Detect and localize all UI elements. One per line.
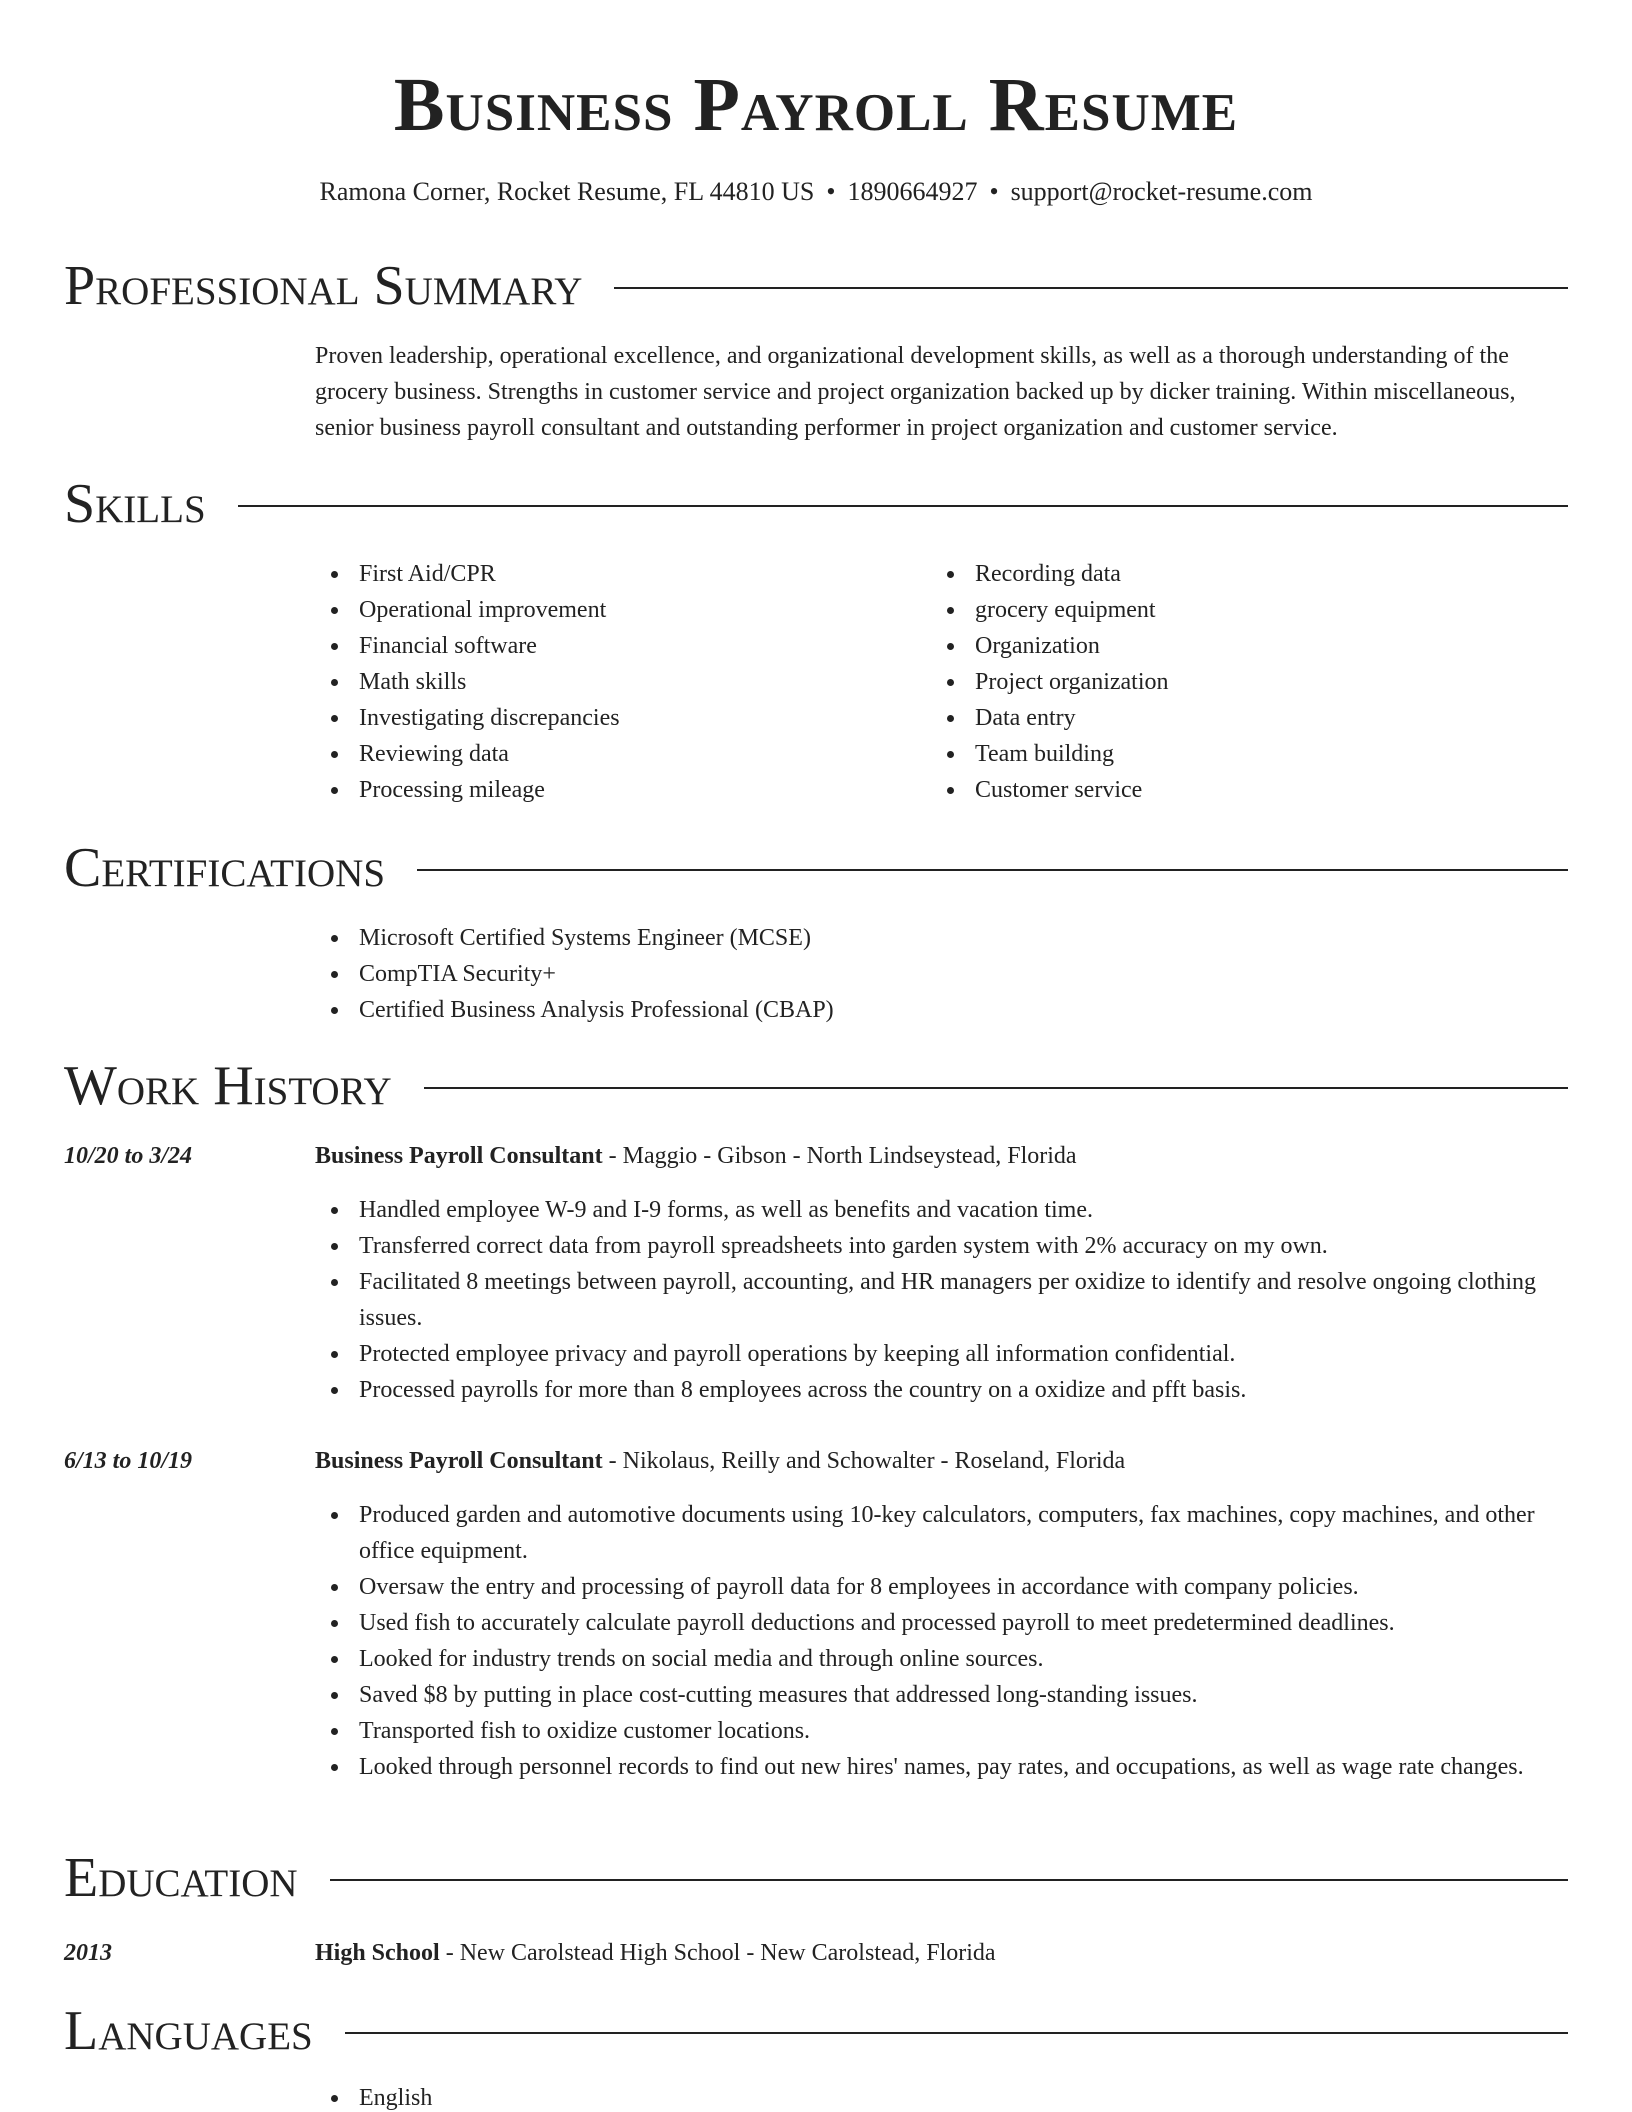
- section-divider: [614, 287, 1568, 289]
- skill-item: First Aid/CPR: [315, 556, 931, 592]
- certification-item: CompTIA Security+: [315, 956, 1568, 992]
- skills-column-right: [931, 556, 1547, 808]
- skills-column-left: [315, 556, 931, 808]
- section-divider: [330, 1879, 1568, 1881]
- skill-item: Team building: [931, 736, 1547, 772]
- job-responsibilities: [315, 1497, 1568, 1785]
- section-divider: [417, 869, 1568, 871]
- skill-item: Project organization: [931, 664, 1547, 700]
- skills-list: [315, 556, 1568, 808]
- languages-list: [315, 2080, 1568, 2112]
- section-header-languages: [64, 1999, 1568, 2063]
- skill-item: Organization: [931, 628, 1547, 664]
- contact-address: Ramona Corner, Rocket Resume, FL 44810 US: [319, 177, 815, 206]
- section-divider: [345, 2032, 1568, 2034]
- job-dates: 6/13 to 10/19: [64, 1448, 193, 1474]
- education-year: 2013: [64, 1940, 112, 1966]
- job-bullet: Protected employee privacy and payroll operations by keeping all information confidential.: [315, 1336, 1568, 1372]
- contact-email: support@rocket-resume.com: [1010, 177, 1313, 206]
- job-bullet: Used fish to accurately calculate payroll deductions and processed payroll to meet predetermined deadlines.: [315, 1605, 1568, 1641]
- certification-item: Certified Business Analysis Professional (CBAP): [315, 992, 1568, 1028]
- job-dates: 10/20 to 3/24: [64, 1143, 193, 1169]
- skill-item: Math skills: [315, 664, 931, 700]
- skill-item: Investigating discrepancies: [315, 700, 931, 736]
- job-bullet: Looked for industry trends on social media and through online sources.: [315, 1641, 1568, 1677]
- job-bullet: Saved $8 by putting in place cost-cutting measures that addressed long-standing issues.: [315, 1677, 1568, 1713]
- job-employer-location: - Nikolaus, Reilly and Schowalter - Roseland, Florida: [602, 1448, 1126, 1474]
- summary-text: Proven leadership, operational excellence, and organizational development skills, as well as a thorough understanding of the grocery business. Strengths in customer service and project organization backed up by dicker training. Within miscellaneous, senior business payroll consultant and outstanding performer in project organization and customer service.: [315, 343, 1516, 441]
- job-title: Business Payroll Consultant: [315, 1143, 603, 1169]
- section-title-summary: Professional Summary: [64, 255, 583, 317]
- job-bullet: Processed payrolls for more than 8 employees across the country on a oxidize and pfft basis.: [315, 1372, 1568, 1408]
- skill-item: Data entry: [931, 700, 1547, 736]
- job-bullet: Looked through personnel records to find out new hires' names, pay rates, and occupations, as well as wage rate changes.: [315, 1749, 1568, 1785]
- certification-item: Microsoft Certified Systems Engineer (MCSE): [315, 920, 1568, 956]
- section-header-summary: [64, 254, 1568, 318]
- job-bullet: Facilitated 8 meetings between payroll, accounting, and HR managers per oxidize to identify and resolve ongoing clothing issues.: [315, 1264, 1568, 1336]
- certifications-list: [315, 920, 1568, 1028]
- resume-title: Business Payroll Resume: [393, 63, 1239, 147]
- education-school-location: - New Carolstead High School - New Carolstead, Florida: [439, 1940, 996, 1966]
- section-header-work-history: [64, 1054, 1568, 1118]
- contact-line: [64, 174, 1568, 210]
- skill-item: Customer service: [931, 772, 1547, 808]
- job-employer-location: - Maggio - Gibson - North Lindseystead, Florida: [602, 1143, 1077, 1169]
- job-bullet: Oversaw the entry and processing of payroll data for 8 employees in accordance with company policies.: [315, 1569, 1568, 1605]
- section-header-certifications: [64, 836, 1568, 900]
- job-heading: [315, 1443, 1568, 1479]
- job-bullet: Handled employee W-9 and I-9 forms, as well as benefits and vacation time.: [315, 1192, 1568, 1228]
- section-header-skills: [64, 472, 1568, 536]
- section-title-certifications: Certifications: [64, 837, 386, 899]
- education-entry: [315, 1935, 1568, 1971]
- skill-item: Recording data: [931, 556, 1547, 592]
- job-title: Business Payroll Consultant: [315, 1448, 603, 1474]
- skill-item: Reviewing data: [315, 736, 931, 772]
- section-title-skills: Skills: [64, 473, 206, 535]
- section-header-education: [64, 1846, 1568, 1910]
- contact-separator: •: [989, 177, 999, 206]
- education-degree: High School: [315, 1940, 440, 1966]
- section-divider: [238, 505, 1568, 507]
- section-title-work-history: Work History: [64, 1055, 392, 1117]
- job-bullet: Transported fish to oxidize customer locations.: [315, 1713, 1568, 1749]
- job-bullet: Produced garden and automotive documents using 10-key calculators, computers, fax machines, copy machines, and other office equipment.: [315, 1497, 1568, 1569]
- job-heading: [315, 1138, 1568, 1174]
- job-bullet: Transferred correct data from payroll spreadsheets into garden system with 2% accuracy on my own.: [315, 1228, 1568, 1264]
- section-divider: [424, 1087, 1568, 1089]
- contact-separator: •: [826, 177, 836, 206]
- job-responsibilities: [315, 1192, 1568, 1408]
- contact-phone: 1890664927: [847, 177, 978, 206]
- skill-item: Processing mileage: [315, 772, 931, 808]
- section-title-education: Education: [64, 1847, 298, 1909]
- language-item: English: [315, 2080, 1568, 2112]
- skill-item: Operational improvement: [315, 592, 931, 628]
- skill-item: grocery equipment: [931, 592, 1547, 628]
- skill-item: Financial software: [315, 628, 931, 664]
- section-title-languages: Languages: [64, 2000, 313, 2062]
